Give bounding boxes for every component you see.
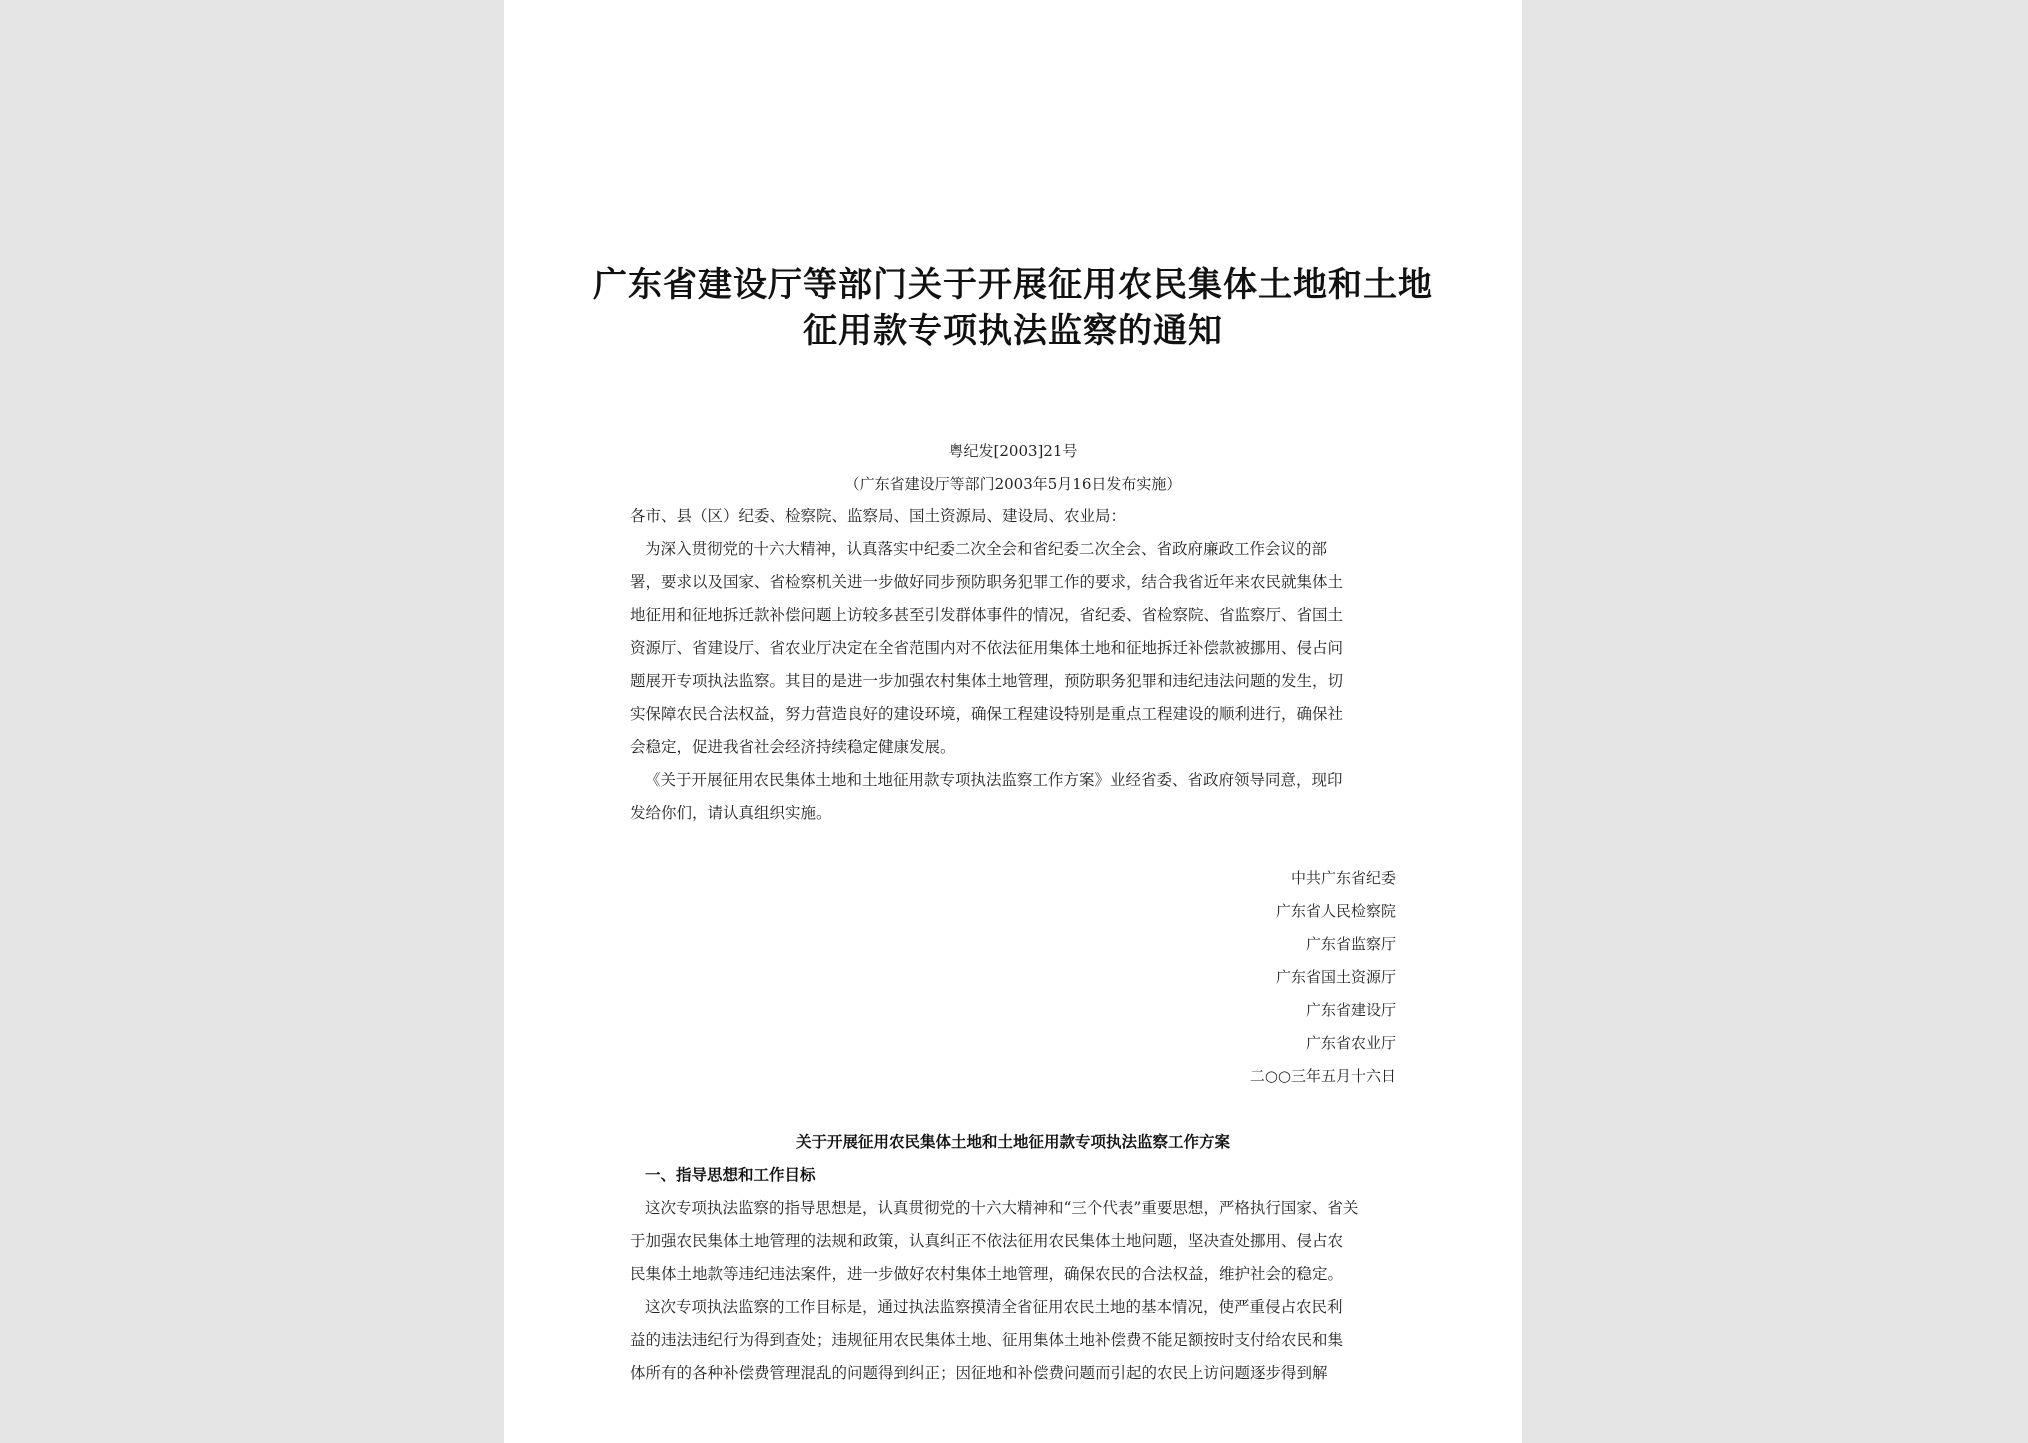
document-number: 粤纪发[2003]21号 [948, 442, 1078, 460]
paragraph3-line: 这次专项执法监察的指导思想是，认真贯彻党的十六大精神和“三个代表”重要思想，严格执行国家、省关 [645, 1199, 1359, 1217]
paragraph3-line: 民集体土地款等违纪违法案件，进一步做好农村集体土地管理，确保农民的合法权益，维护社会的稳定。 [630, 1265, 1344, 1283]
paragraph1-line: 会稳定，促进我省社会经济持续稳定健康发展。 [630, 738, 956, 756]
paragraph4-line: 体所有的各种补偿费管理混乱的问题得到纠正；因征地和补偿费问题而引起的农民上访问题逐步得到解 [630, 1364, 1328, 1382]
document-title-line-1: 广东省建设厅等部门关于开展征用农民集体土地和土地 [593, 265, 1433, 305]
document-page [504, 0, 1522, 1443]
signatory: 广东省农业厅 [1305, 1034, 1396, 1052]
signatory: 中共广东省纪委 [1290, 869, 1396, 887]
paragraph2-line: 发给你们，请认真组织实施。 [630, 804, 832, 822]
paragraph4-line: 这次专项执法监察的工作目标是，通过执法监察摸清全省征用农民土地的基本情况，使严重侵占农民利 [645, 1298, 1343, 1316]
paragraph1-line: 资源厅、省建设厅、省农业厅决定在全省范围内对不依法征用集体土地和征地拆迁补偿款被挪用、侵占问 [630, 639, 1344, 657]
paragraph1-line: 署，要求以及国家、省检察机关进一步做好同步预防职务犯罪工作的要求，结合我省近年来农民就集体土 [630, 573, 1344, 591]
issue-note: （广东省建设厅等部门2003年5月16日发布实施） [844, 475, 1182, 493]
signatory: 广东省国土资源厅 [1275, 968, 1396, 986]
paragraph1-line: 地征用和征地拆迁款补偿问题上访较多甚至引发群体事件的情况，省纪委、省检察院、省监察厅、省国土 [630, 606, 1344, 624]
plan-title: 关于开展征用农民集体土地和土地征用款专项执法监察工作方案 [795, 1132, 1230, 1151]
paragraph1-line: 为深入贯彻党的十六大精神，认真落实中纪委二次全会和省纪委二次全会、省政府廉政工作会议的部 [645, 540, 1328, 558]
paragraph1-line: 实保障农民合法权益，努力营造良好的建设环境，确保工程建设特别是重点工程建设的顺利进行，确保社 [630, 705, 1344, 723]
paragraph1-line: 题展开专项执法监察。其目的是进一步加强农村集体土地管理，预防职务犯罪和违纪违法问题的发生，切 [630, 672, 1344, 690]
document-title-line-2: 征用款专项执法监察的通知 [803, 311, 1223, 351]
signatory: 广东省人民检察院 [1275, 902, 1396, 920]
paragraph4-line: 益的违法违纪行为得到查处；违规征用农民集体土地、征用集体土地补偿费不能足额按时支付给农民和集 [630, 1331, 1344, 1349]
paragraph3-line: 于加强农民集体土地管理的法规和政策，认真纠正不依法征用农民集体土地问题，坚决查处挪用、侵占农 [630, 1232, 1344, 1250]
addressee: 各市、县（区）纪委、检察院、监察局、国土资源局、建设局、农业局： [630, 507, 1127, 525]
paragraph2-line: 《关于开展征用农民集体土地和土地征用款专项执法监察工作方案》业经省委、省政府领导同意，现印 [645, 771, 1343, 789]
section-heading: 一、指导思想和工作目标 [645, 1165, 816, 1184]
signature-date: 二○○三年五月十六日 [1249, 1067, 1396, 1085]
signatory: 广东省监察厅 [1305, 935, 1396, 953]
signatory: 广东省建设厅 [1305, 1001, 1396, 1019]
